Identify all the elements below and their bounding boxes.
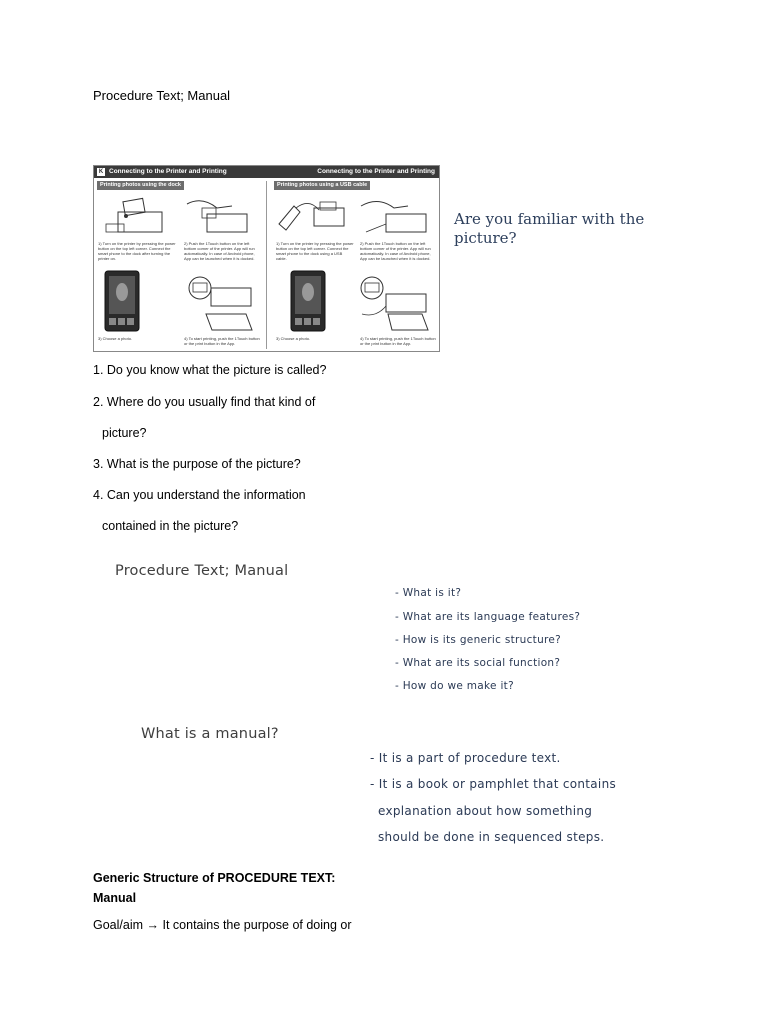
- hand-press-button-usb-illustration: [356, 194, 436, 239]
- question-1: 1. Do you know what the picture is called?: [93, 363, 327, 377]
- document-heading: Procedure Text; Manual: [93, 88, 231, 103]
- manual-caption-7: 3) Choose a photo.: [276, 336, 311, 341]
- phone-photo-illustration: [104, 270, 140, 332]
- goal-text: It contains the purpose of doing or: [162, 918, 352, 932]
- goal-line: [93, 918, 352, 932]
- question-3: 3. What is the purpose of the picture?: [93, 457, 301, 471]
- manual-caption-8: 4) To start printing, push the 1Touch button or the print button in the App.: [360, 336, 436, 346]
- manual-caption-5: 3) Choose a photo.: [98, 336, 133, 341]
- slide2-item-4: should be done in sequenced steps.: [378, 830, 605, 844]
- printer-dock-illustration: [100, 194, 175, 239]
- manual-header-left: Connecting to the Printer and Printing: [109, 168, 227, 175]
- slide1-title: Procedure Text; Manual: [115, 563, 289, 579]
- usb-cable-illustration: [274, 194, 349, 239]
- slide1-item-5: - How do we make it?: [395, 680, 514, 692]
- slide2-item-2: - It is a book or pamphlet that contains: [370, 777, 617, 791]
- slide1-item-3: - How is its generic structure?: [395, 634, 562, 646]
- slide1-item-2: - What are its language features?: [395, 611, 581, 623]
- question-2-continued: picture?: [102, 426, 147, 440]
- right-arrow-icon: →: [146, 918, 160, 932]
- manual-caption-6: 4) To start printing, push the 1Touch button or the print button in the App.: [184, 336, 260, 346]
- slide2-item-3: explanation about how something: [378, 804, 593, 818]
- slide2-title: What is a manual?: [141, 726, 279, 742]
- familiar-callout: Are you familiar with the picture?: [454, 210, 645, 247]
- goal-label: Goal/aim: [93, 918, 144, 932]
- phone-photo-usb-illustration: [290, 270, 326, 332]
- question-4: 4. Can you understand the information: [93, 488, 306, 502]
- slide1-item-1: - What is it?: [395, 587, 462, 599]
- hand-press-button-illustration: [182, 194, 257, 239]
- brand-logo-icon: K: [98, 169, 104, 175]
- question-4-continued: contained in the picture?: [102, 519, 239, 533]
- printer-manual-image: [93, 165, 440, 352]
- manual-caption-3: 1) Turn on the printer by pressing the power button on the top left corner. Connect the smart phone to the dock using a USB cable.: [276, 241, 354, 261]
- generic-structure-line-2: Manual: [93, 891, 137, 905]
- manual-divider: [266, 181, 267, 349]
- manual-subheader-usb: Printing photos using a USB cable: [274, 181, 370, 190]
- generic-structure-line-1: Generic Structure of PROCEDURE TEXT:: [93, 871, 336, 885]
- manual-caption-2: 2) Push the 1Touch button on the left bottom corner of the printer. App will run automatically. In case of Android phone, App can be launched when it is docked.: [184, 241, 255, 261]
- manual-caption-4: 2) Push the 1Touch button on the left bottom corner of the printer. App will run automatically. In case of Android phone, App can be launched when it is docked.: [360, 241, 431, 261]
- slide2-item-1: - It is a part of procedure text.: [370, 751, 561, 765]
- printing-output-illustration: [186, 274, 256, 334]
- manual-subheader-dock: Printing photos using the dock: [97, 181, 184, 190]
- slide1-item-4: - What are its social function?: [395, 657, 561, 669]
- generic-structure-heading: [93, 868, 335, 908]
- question-2: 2. Where do you usually find that kind of: [93, 395, 316, 409]
- manual-caption-1: 1) Turn on the printer by pressing the power button on the top left corner. Connect the smart phone to the dock after turning the printer on.: [98, 241, 176, 261]
- manual-header-right: Connecting to the Printer and Printing: [317, 168, 435, 175]
- printing-output-usb-illustration: [358, 274, 434, 334]
- manual-header-bar: [94, 166, 439, 178]
